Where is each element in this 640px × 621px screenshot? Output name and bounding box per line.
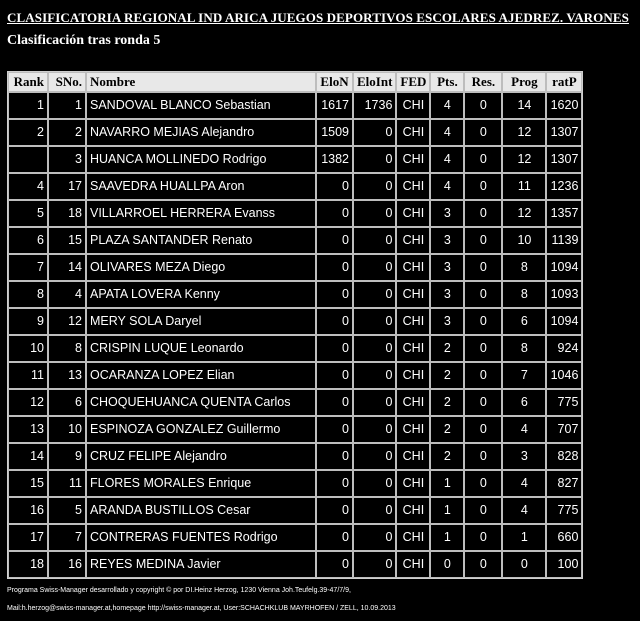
cell-name: CONTRERAS FUENTES Rodrigo xyxy=(86,524,316,551)
cell-sno: 18 xyxy=(48,200,86,227)
cell-eloint: 0 xyxy=(353,308,396,335)
cell-pts: 2 xyxy=(430,416,464,443)
cell-rank: 9 xyxy=(8,308,48,335)
table-row xyxy=(8,281,582,308)
cell-ratp: 1093 xyxy=(546,281,582,308)
cell-name: SAAVEDRA HUALLPA Aron xyxy=(86,173,316,200)
col-header-name: Nombre xyxy=(86,72,316,92)
cell-sno: 12 xyxy=(48,308,86,335)
cell-pts: 2 xyxy=(430,389,464,416)
cell-sno: 6 xyxy=(48,389,86,416)
cell-eloint: 0 xyxy=(353,524,396,551)
table-row xyxy=(8,470,582,497)
cell-pts: 0 xyxy=(430,551,464,578)
cell-name: ESPINOZA GONZALEZ Guillermo xyxy=(86,416,316,443)
cell-sno: 13 xyxy=(48,362,86,389)
cell-elon: 0 xyxy=(316,443,353,470)
cell-elon: 0 xyxy=(316,497,353,524)
cell-name: OCARANZA LOPEZ Elian xyxy=(86,362,316,389)
cell-fed: CHI xyxy=(396,524,430,551)
cell-eloint: 0 xyxy=(353,227,396,254)
col-header-ratp: ratP xyxy=(546,72,582,92)
col-header-res: Res. xyxy=(464,72,502,92)
cell-rank: 14 xyxy=(8,443,48,470)
cell-fed: CHI xyxy=(396,389,430,416)
cell-elon: 0 xyxy=(316,308,353,335)
cell-res: 0 xyxy=(464,470,502,497)
cell-fed: CHI xyxy=(396,443,430,470)
table-row xyxy=(8,416,582,443)
cell-elon: 0 xyxy=(316,173,353,200)
cell-elon: 0 xyxy=(316,281,353,308)
cell-fed: CHI xyxy=(396,416,430,443)
cell-ratp: 775 xyxy=(546,497,582,524)
cell-prog: 6 xyxy=(502,389,546,416)
cell-fed: CHI xyxy=(396,308,430,335)
col-header-sno: SNo. xyxy=(48,72,86,92)
table-row xyxy=(8,497,582,524)
cell-fed: CHI xyxy=(396,470,430,497)
table-row xyxy=(8,254,582,281)
table-row xyxy=(8,389,582,416)
cell-pts: 3 xyxy=(430,200,464,227)
table-row xyxy=(8,146,582,173)
cell-elon: 0 xyxy=(316,362,353,389)
cell-res: 0 xyxy=(464,389,502,416)
cell-elon: 0 xyxy=(316,200,353,227)
cell-ratp: 828 xyxy=(546,443,582,470)
cell-prog: 4 xyxy=(502,497,546,524)
cell-name: HUANCA MOLLINEDO Rodrigo xyxy=(86,146,316,173)
cell-name: CRUZ FELIPE Alejandro xyxy=(86,443,316,470)
cell-eloint: 0 xyxy=(353,173,396,200)
cell-prog: 11 xyxy=(502,173,546,200)
cell-prog: 8 xyxy=(502,254,546,281)
cell-ratp: 100 xyxy=(546,551,582,578)
cell-rank: 18 xyxy=(8,551,48,578)
cell-pts: 3 xyxy=(430,254,464,281)
cell-elon: 0 xyxy=(316,335,353,362)
cell-pts: 4 xyxy=(430,173,464,200)
cell-res: 0 xyxy=(464,146,502,173)
cell-pts: 4 xyxy=(430,146,464,173)
cell-eloint: 0 xyxy=(353,335,396,362)
cell-eloint: 0 xyxy=(353,362,396,389)
cell-elon: 0 xyxy=(316,389,353,416)
cell-pts: 2 xyxy=(430,335,464,362)
cell-sno: 9 xyxy=(48,443,86,470)
cell-pts: 3 xyxy=(430,227,464,254)
cell-elon: 0 xyxy=(316,416,353,443)
cell-fed: CHI xyxy=(396,227,430,254)
cell-name: VILLARROEL HERRERA Evanss xyxy=(86,200,316,227)
cell-eloint: 0 xyxy=(353,551,396,578)
cell-res: 0 xyxy=(464,119,502,146)
table-row xyxy=(8,92,582,119)
cell-sno: 3 xyxy=(48,146,86,173)
cell-ratp: 1094 xyxy=(546,308,582,335)
cell-pts: 4 xyxy=(430,92,464,119)
cell-sno: 14 xyxy=(48,254,86,281)
cell-elon: 0 xyxy=(316,524,353,551)
cell-fed: CHI xyxy=(396,281,430,308)
table-row xyxy=(8,362,582,389)
cell-pts: 4 xyxy=(430,119,464,146)
cell-prog: 4 xyxy=(502,470,546,497)
cell-fed: CHI xyxy=(396,119,430,146)
cell-rank: 5 xyxy=(8,200,48,227)
cell-rank: 12 xyxy=(8,389,48,416)
cell-sno: 4 xyxy=(48,281,86,308)
cell-fed: CHI xyxy=(396,335,430,362)
cell-prog: 10 xyxy=(502,227,546,254)
cell-rank: 17 xyxy=(8,524,48,551)
table-row xyxy=(8,308,582,335)
cell-name: REYES MEDINA Javier xyxy=(86,551,316,578)
page-subtitle: Clasificación tras ronda 5 xyxy=(7,33,161,48)
cell-prog: 4 xyxy=(502,416,546,443)
cell-name: MERY SOLA Daryel xyxy=(86,308,316,335)
cell-prog: 12 xyxy=(502,200,546,227)
cell-pts: 1 xyxy=(430,470,464,497)
cell-res: 0 xyxy=(464,308,502,335)
cell-eloint: 0 xyxy=(353,443,396,470)
cell-elon: 0 xyxy=(316,551,353,578)
footer-copyright: Programa Swiss-Manager desarrollado y copyright © por DI.Heinz Herzog, 1230 Vienna Joh.Teufelg.39-47/7/9, xyxy=(7,587,351,594)
cell-sno: 2 xyxy=(48,119,86,146)
cell-ratp: 707 xyxy=(546,416,582,443)
cell-fed: CHI xyxy=(396,497,430,524)
table-row xyxy=(8,173,582,200)
cell-res: 0 xyxy=(464,254,502,281)
cell-elon: 1509 xyxy=(316,119,353,146)
cell-prog: 6 xyxy=(502,308,546,335)
cell-eloint: 0 xyxy=(353,281,396,308)
col-header-prog: Prog xyxy=(502,72,546,92)
cell-ratp: 924 xyxy=(546,335,582,362)
cell-prog: 0 xyxy=(502,551,546,578)
cell-rank: 6 xyxy=(8,227,48,254)
cell-ratp: 1046 xyxy=(546,362,582,389)
cell-pts: 3 xyxy=(430,308,464,335)
cell-rank: 10 xyxy=(8,335,48,362)
cell-eloint: 0 xyxy=(353,416,396,443)
cell-name: FLORES MORALES Enrique xyxy=(86,470,316,497)
cell-res: 0 xyxy=(464,281,502,308)
cell-res: 0 xyxy=(464,200,502,227)
cell-eloint: 0 xyxy=(353,470,396,497)
cell-pts: 3 xyxy=(430,281,464,308)
cell-prog: 12 xyxy=(502,119,546,146)
cell-prog: 3 xyxy=(502,443,546,470)
table-row xyxy=(8,524,582,551)
cell-sno: 10 xyxy=(48,416,86,443)
cell-prog: 8 xyxy=(502,281,546,308)
cell-rank: 1 xyxy=(8,92,48,119)
cell-rank: 16 xyxy=(8,497,48,524)
cell-ratp: 1307 xyxy=(546,119,582,146)
cell-res: 0 xyxy=(464,497,502,524)
cell-res: 0 xyxy=(464,173,502,200)
cell-pts: 1 xyxy=(430,524,464,551)
cell-sno: 7 xyxy=(48,524,86,551)
cell-res: 0 xyxy=(464,335,502,362)
cell-pts: 2 xyxy=(430,362,464,389)
cell-sno: 17 xyxy=(48,173,86,200)
col-header-elon: EloN xyxy=(316,72,353,92)
cell-ratp: 1139 xyxy=(546,227,582,254)
table-row xyxy=(8,119,582,146)
cell-rank: 11 xyxy=(8,362,48,389)
cell-elon: 1382 xyxy=(316,146,353,173)
table-row xyxy=(8,551,582,578)
cell-name: ARANDA BUSTILLOS Cesar xyxy=(86,497,316,524)
cell-fed: CHI xyxy=(396,146,430,173)
table-row xyxy=(8,443,582,470)
cell-name: OLIVARES MEZA Diego xyxy=(86,254,316,281)
cell-eloint: 0 xyxy=(353,146,396,173)
footer-contact: Mail:h.herzog@swiss-manager.at,homepage http://swiss-manager.at, User:SCHACHKLUB MAYRHOFEN / ZELL, 10.09.2013 xyxy=(7,605,396,612)
cell-rank: 4 xyxy=(8,173,48,200)
cell-rank: 13 xyxy=(8,416,48,443)
cell-sno: 5 xyxy=(48,497,86,524)
cell-prog: 8 xyxy=(502,335,546,362)
cell-name: CHOQUEHUANCA QUENTA Carlos xyxy=(86,389,316,416)
cell-elon: 0 xyxy=(316,227,353,254)
cell-elon: 0 xyxy=(316,254,353,281)
cell-prog: 1 xyxy=(502,524,546,551)
cell-fed: CHI xyxy=(396,200,430,227)
cell-fed: CHI xyxy=(396,173,430,200)
cell-res: 0 xyxy=(464,551,502,578)
cell-ratp: 660 xyxy=(546,524,582,551)
cell-sno: 1 xyxy=(48,92,86,119)
cell-prog: 12 xyxy=(502,146,546,173)
cell-ratp: 827 xyxy=(546,470,582,497)
cell-eloint: 0 xyxy=(353,389,396,416)
cell-sno: 8 xyxy=(48,335,86,362)
cell-prog: 7 xyxy=(502,362,546,389)
cell-ratp: 1357 xyxy=(546,200,582,227)
col-header-fed: FED xyxy=(396,72,430,92)
cell-ratp: 1620 xyxy=(546,92,582,119)
table-row xyxy=(8,200,582,227)
cell-eloint: 0 xyxy=(353,497,396,524)
cell-name: APATA LOVERA Kenny xyxy=(86,281,316,308)
cell-res: 0 xyxy=(464,227,502,254)
page-title: CLASIFICATORIA REGIONAL IND ARICA JUEGOS DEPORTIVOS ESCOLARES AJEDREZ. VARONES xyxy=(7,10,629,25)
cell-sno: 16 xyxy=(48,551,86,578)
cell-fed: CHI xyxy=(396,551,430,578)
cell-elon: 1617 xyxy=(316,92,353,119)
col-header-rank: Rank xyxy=(8,72,48,92)
table-header-row xyxy=(8,72,582,92)
cell-ratp: 1307 xyxy=(546,146,582,173)
cell-res: 0 xyxy=(464,416,502,443)
cell-name: PLAZA SANTANDER Renato xyxy=(86,227,316,254)
cell-ratp: 1236 xyxy=(546,173,582,200)
cell-res: 0 xyxy=(464,524,502,551)
cell-elon: 0 xyxy=(316,470,353,497)
cell-rank: 8 xyxy=(8,281,48,308)
cell-res: 0 xyxy=(464,92,502,119)
cell-eloint: 0 xyxy=(353,119,396,146)
standings-table xyxy=(7,71,583,579)
cell-sno: 15 xyxy=(48,227,86,254)
cell-name: SANDOVAL BLANCO Sebastian xyxy=(86,92,316,119)
cell-rank xyxy=(8,146,48,173)
cell-rank: 2 xyxy=(8,119,48,146)
cell-eloint: 1736 xyxy=(353,92,396,119)
cell-ratp: 775 xyxy=(546,389,582,416)
cell-eloint: 0 xyxy=(353,254,396,281)
cell-prog: 14 xyxy=(502,92,546,119)
col-header-eloint: EloInt xyxy=(353,72,396,92)
cell-ratp: 1094 xyxy=(546,254,582,281)
cell-rank: 7 xyxy=(8,254,48,281)
cell-name: NAVARRO MEJIAS Alejandro xyxy=(86,119,316,146)
col-header-pts: Pts. xyxy=(430,72,464,92)
cell-pts: 2 xyxy=(430,443,464,470)
table-row xyxy=(8,227,582,254)
cell-res: 0 xyxy=(464,362,502,389)
cell-eloint: 0 xyxy=(353,200,396,227)
cell-name: CRISPIN LUQUE Leonardo xyxy=(86,335,316,362)
cell-fed: CHI xyxy=(396,362,430,389)
cell-sno: 11 xyxy=(48,470,86,497)
cell-rank: 15 xyxy=(8,470,48,497)
cell-fed: CHI xyxy=(396,254,430,281)
cell-fed: CHI xyxy=(396,92,430,119)
cell-res: 0 xyxy=(464,443,502,470)
cell-pts: 1 xyxy=(430,497,464,524)
table-row xyxy=(8,335,582,362)
